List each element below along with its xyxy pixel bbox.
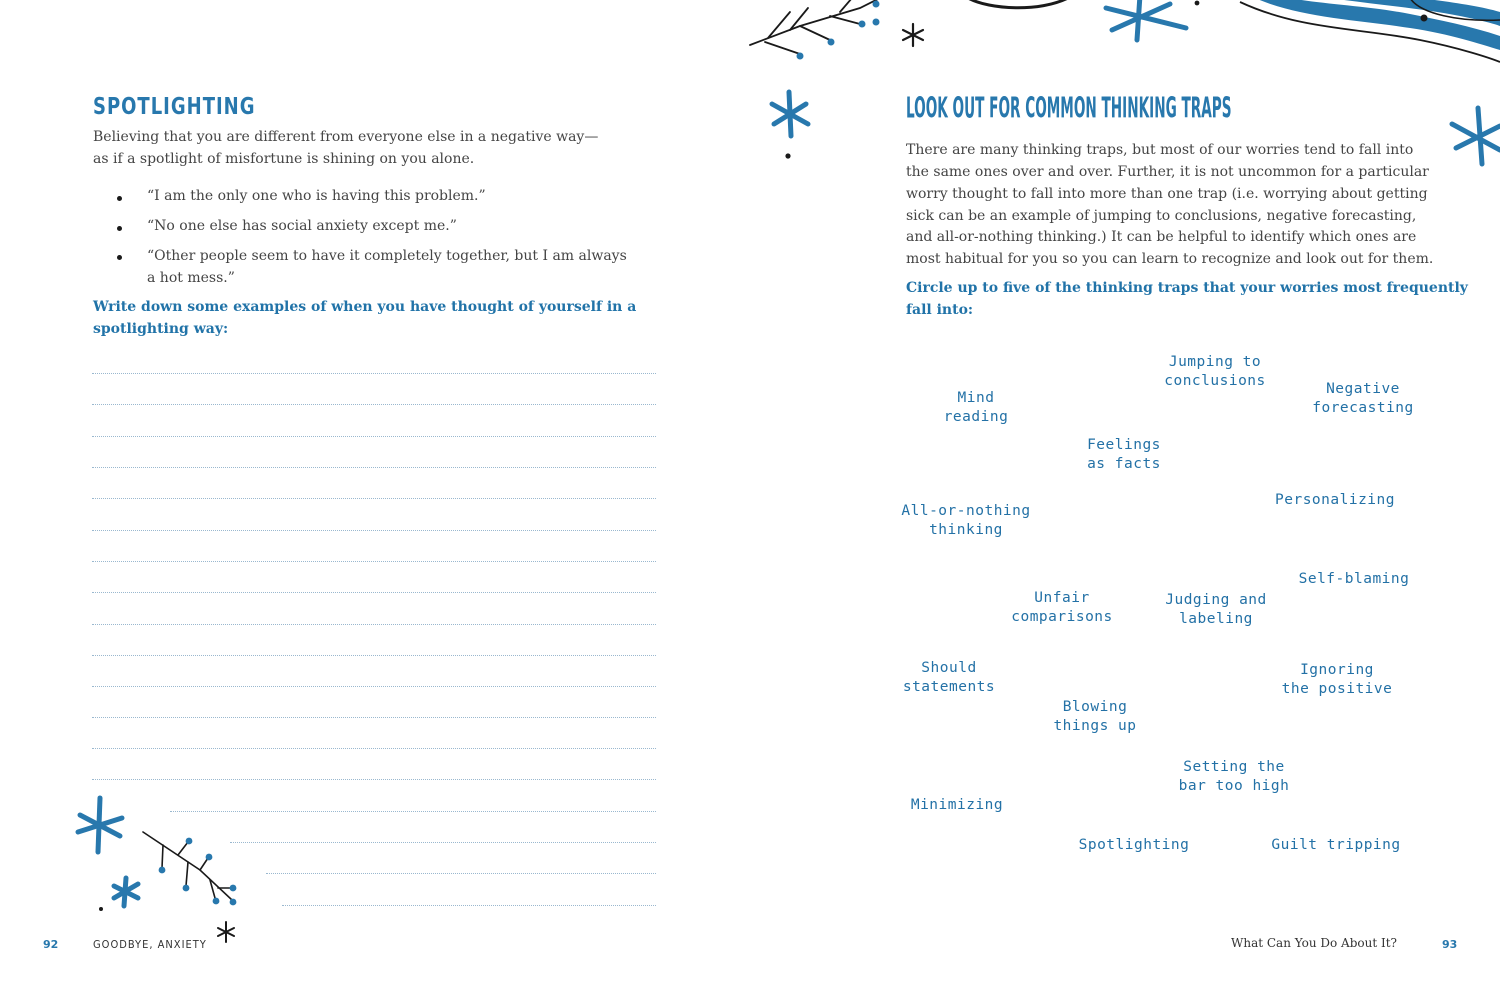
circle-prompt-line-2: fall into:	[906, 302, 974, 318]
intro-paragraph-line-1: There are many thinking traps, but most of our worries tend to fall into	[906, 142, 1414, 158]
bullet-dot	[117, 255, 122, 260]
writing-line[interactable]	[92, 748, 656, 749]
left-page-heading: SPOTLIGHTING	[93, 92, 256, 120]
writing-line[interactable]	[92, 436, 656, 437]
writing-line[interactable]	[92, 655, 656, 656]
right-running-head: What Can You Do About It?	[1231, 936, 1397, 950]
writing-prompt-line-1: Write down some examples of when you have thought of yourself in a	[93, 299, 637, 315]
writing-line[interactable]	[92, 498, 656, 499]
bullet-dot	[117, 226, 122, 231]
trap-blowing-things-up[interactable]: Blowing things up	[1053, 699, 1137, 734]
writing-line[interactable]	[266, 873, 656, 874]
trap-judging-and-labeling[interactable]: Judging and labeling	[1165, 592, 1267, 627]
intro-paragraph-line-6: most habitual for you so you can learn to recognize and look out for them.	[906, 251, 1434, 267]
left-running-head: GOODBYE, ANXIETY	[93, 938, 207, 951]
example-bullet-2: “No one else has social anxiety except me.”	[147, 218, 457, 234]
trap-spotlighting[interactable]: Spotlighting	[1078, 837, 1190, 853]
writing-line[interactable]	[92, 404, 656, 405]
intro-paragraph-line-3: worry thought to fall into more than one trap (i.e. worrying about getting	[906, 186, 1428, 202]
writing-line[interactable]	[92, 624, 656, 625]
trap-self-blaming[interactable]: Self-blaming	[1298, 571, 1410, 587]
writing-line[interactable]	[92, 717, 656, 718]
trap-ignoring-the-positive[interactable]: Ignoring the positive	[1281, 662, 1393, 697]
circle-prompt-line-1: Circle up to five of the thinking traps that your worries most frequently	[906, 280, 1468, 296]
writing-prompt-line-2: spotlighting way:	[93, 321, 229, 337]
writing-line[interactable]	[170, 811, 656, 812]
trap-personalizing[interactable]: Personalizing	[1275, 492, 1395, 508]
left-page-number: 92	[43, 938, 59, 951]
right-page-heading: LOOK OUT FOR COMMON THINKING TRAPS	[906, 92, 1232, 125]
trap-feelings-as-facts[interactable]: Feelings as facts	[1087, 437, 1161, 472]
trap-minimizing[interactable]: Minimizing	[910, 797, 1004, 813]
trap-negative-forecasting[interactable]: Negative forecasting	[1312, 381, 1414, 416]
spotlighting-definition-line-1: Believing that you are different from everyone else in a negative way—	[93, 129, 599, 145]
example-bullet-3: “Other people seem to have it completely together, but I am always	[147, 248, 627, 264]
writing-line[interactable]	[92, 779, 656, 780]
trap-should-statements[interactable]: Should statements	[902, 660, 996, 695]
trap-guilt-tripping[interactable]: Guilt tripping	[1271, 837, 1401, 853]
writing-line[interactable]	[92, 686, 656, 687]
writing-line[interactable]	[92, 561, 656, 562]
trap-setting-bar-too-high[interactable]: Setting the bar too high	[1178, 759, 1290, 794]
writing-line[interactable]	[92, 592, 656, 593]
trap-unfair-comparisons[interactable]: Unfair comparisons	[1011, 590, 1113, 625]
writing-line[interactable]	[282, 905, 656, 906]
wave-decoration-icon	[0, 0, 1, 1]
writing-line[interactable]	[92, 467, 656, 468]
spotlighting-definition-line-2: as if a spotlight of misfortune is shining on you alone.	[93, 151, 475, 167]
writing-line[interactable]	[92, 373, 656, 374]
example-bullet-1: “I am the only one who is having this problem.”	[147, 188, 486, 204]
intro-paragraph-line-5: and all-or-nothing thinking.) It can be helpful to identify which ones are	[906, 229, 1417, 245]
trap-jumping-to-conclusions[interactable]: Jumping to conclusions	[1164, 354, 1266, 389]
writing-line[interactable]	[92, 530, 656, 531]
example-bullet-3-continued: a hot mess.”	[147, 270, 235, 286]
intro-paragraph-line-4: sick can be an example of jumping to conclusions, negative forecasting,	[906, 208, 1417, 224]
writing-line[interactable]	[230, 842, 656, 843]
right-page-number: 93	[1442, 938, 1458, 951]
trap-mind-reading[interactable]: Mind reading	[943, 390, 1009, 425]
bullet-dot	[117, 196, 122, 201]
intro-paragraph-line-2: the same ones over and over. Further, it is not uncommon for a particular	[906, 164, 1429, 180]
trap-all-or-nothing[interactable]: All-or-nothing thinking	[901, 503, 1031, 538]
